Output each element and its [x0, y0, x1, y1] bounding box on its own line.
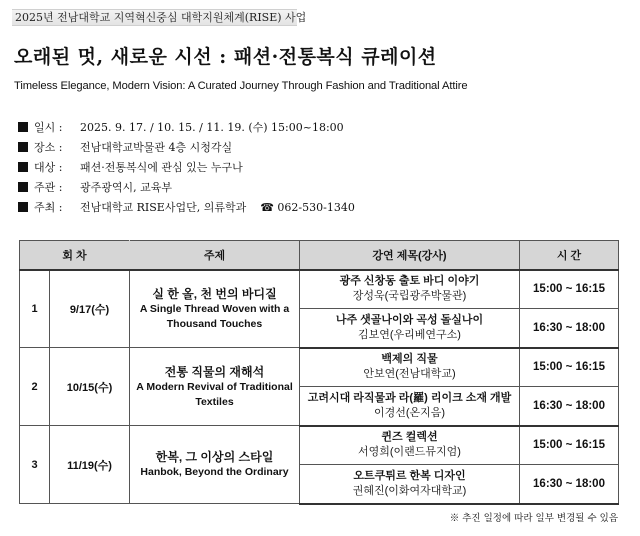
theme-korean: 한복, 그 이상의 스타일 — [155, 450, 274, 464]
table-row — [20, 270, 619, 309]
session-theme — [130, 426, 300, 504]
table-header-row — [20, 241, 619, 270]
info-label: 주관 : — [34, 181, 63, 194]
table-row — [20, 348, 619, 387]
info-label: 주최 : — [34, 201, 63, 214]
lecture-cell — [300, 348, 520, 387]
phone-icon: ☎ — [260, 201, 274, 214]
lecture-speaker: 장성욱(국립광주박물관) — [352, 290, 467, 303]
square-bullet-icon — [18, 162, 28, 172]
info-value: 전남대학교 RISE사업단, 의류학과 — [80, 201, 247, 214]
header-time: 시 간 — [520, 241, 619, 270]
lecture-time: 15:00 ~ 16:15 — [520, 270, 619, 309]
session-theme — [130, 270, 300, 348]
lecture-speaker: 안보연(전남대학교) — [363, 368, 456, 381]
lecture-time: 16:30 ~ 18:00 — [520, 309, 619, 348]
session-number: 2 — [20, 348, 50, 426]
lecture-speaker: 서영희(이랜드뮤지엄) — [358, 446, 461, 459]
table-row — [20, 426, 619, 465]
lecture-time: 16:30 ~ 18:00 — [520, 465, 619, 504]
lecture-title: 나주 샛골나이와 곡성 돌실나이 — [335, 313, 484, 326]
square-bullet-icon — [18, 182, 28, 192]
lecture-cell — [300, 387, 520, 426]
session-theme — [130, 348, 300, 426]
lecture-cell — [300, 309, 520, 348]
lecture-title: 오트쿠튀르 한복 디자인 — [353, 469, 466, 482]
lecture-title: 광주 신창동 출토 바디 이야기 — [339, 275, 480, 288]
lecture-time: 15:00 ~ 16:15 — [520, 348, 619, 387]
theme-english: A Modern Revival of Traditional Textiles — [136, 380, 293, 408]
lecture-title: 퀸즈 컬렉션 — [381, 431, 438, 444]
lecture-speaker: 이경선(온지음) — [373, 406, 446, 419]
info-label: 일시 : — [34, 121, 63, 134]
square-bullet-icon — [18, 202, 28, 212]
session-number: 1 — [20, 270, 50, 348]
lecture-cell — [300, 426, 520, 465]
session-date: 9/17(수) — [50, 270, 130, 348]
info-label: 장소 : — [34, 141, 63, 154]
info-row-datetime — [18, 118, 618, 138]
lecture-cell — [300, 465, 520, 504]
square-bullet-icon — [18, 122, 28, 132]
header-lecture: 강연 제목(강사) — [300, 241, 520, 270]
page-subtitle: Timeless Elegance, Modern Vision: A Curated Journey Through Fashion and Traditional Attire — [14, 80, 468, 92]
phone-number: 062-530-1340 — [277, 201, 355, 214]
info-value: 전남대학교박물관 4층 시청각실 — [80, 141, 233, 154]
theme-english: Hanbok, Beyond the Ordinary — [140, 466, 289, 478]
header-session: 회 차 — [20, 241, 130, 270]
info-row-audience — [18, 158, 618, 178]
event-info-list — [18, 118, 618, 218]
square-bullet-icon — [18, 142, 28, 152]
schedule-table — [19, 240, 619, 505]
page-title: 오래된 멋, 새로운 시선 : 패션·전통복식 큐레이션 — [14, 46, 437, 68]
session-number: 3 — [20, 426, 50, 504]
lecture-time: 15:00 ~ 16:15 — [520, 426, 619, 465]
theme-english: A Single Thread Woven with a Thousand Touches — [139, 302, 290, 330]
session-date: 11/19(수) — [50, 426, 130, 504]
program-banner: 2025년 전남대학교 지역혁신중심 대학지원체계(RISE) 사업 — [12, 9, 297, 26]
lecture-speaker: 권혜진(이화여자대학교) — [352, 484, 467, 497]
lecture-speaker: 김보연(우리베연구소) — [358, 328, 461, 341]
info-row-venue — [18, 138, 618, 158]
info-row-organizer — [18, 178, 618, 198]
lecture-title: 백제의 직물 — [381, 353, 438, 366]
info-row-host — [18, 198, 618, 218]
info-value: 2025. 9. 17. / 10. 15. / 11. 19. (수) 15:00~18:00 — [80, 121, 344, 134]
info-label: 대상 : — [34, 161, 63, 174]
lecture-time: 16:30 ~ 18:00 — [520, 387, 619, 426]
schedule-change-note: ※ 추진 일정에 따라 일부 변경될 수 있음 — [449, 513, 618, 524]
session-date: 10/15(수) — [50, 348, 130, 426]
lecture-title: 고려시대 라직물과 라(羅) 리이크 소재 개발 — [307, 391, 512, 404]
lecture-cell — [300, 270, 520, 309]
theme-korean: 실 한 올, 천 번의 바디질 — [152, 286, 277, 301]
theme-korean: 전통 직물의 재해석 — [164, 364, 265, 379]
info-value: 광주광역시, 교육부 — [80, 181, 173, 194]
header-theme: 주제 — [130, 241, 300, 270]
info-value: 패션·전통복식에 관심 있는 누구나 — [80, 161, 243, 174]
